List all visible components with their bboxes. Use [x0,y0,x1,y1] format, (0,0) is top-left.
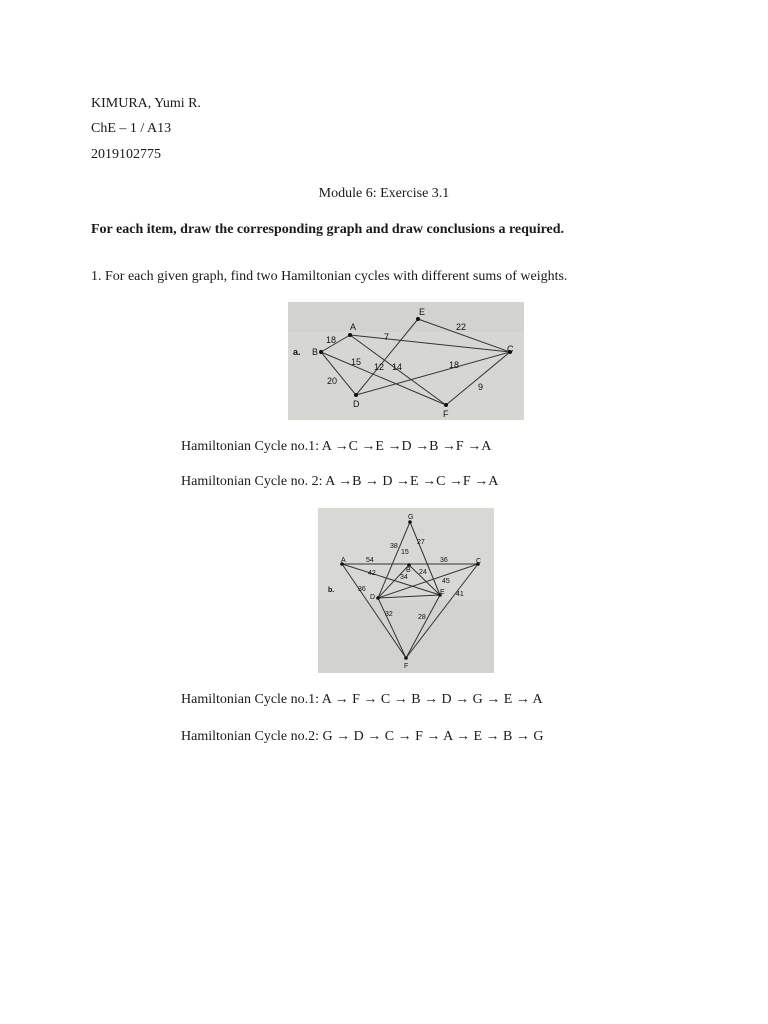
edge-weight: 36 [358,586,366,593]
edge-weight: 14 [392,362,403,372]
vertex-e-label: E [440,589,445,596]
edge-weight: 24 [419,569,427,576]
vertex-a-label: A [350,322,357,332]
edge-weight: 15 [351,357,362,367]
edge-weight: 15 [401,549,409,556]
vertex-c-label: C [507,344,514,354]
graph-b-cycle-2: Hamiltonian Cycle no.2: G → D → C → F → A → E → B → G [181,729,544,744]
vertex-b-label: B [312,347,319,357]
vertex-d-label: D [353,399,360,409]
vertex-f-label: F [404,663,409,670]
graph-a-cycle-2: Hamiltonian Cycle no. 2: A →B → D →E →C →F →A [181,474,499,489]
graph-b-diagram [318,508,494,673]
edge-weight: 32 [385,611,393,618]
edge-weight: 9 [478,382,484,392]
graph-b-cycle-1: Hamiltonian Cycle no.1: A → F → C → B → D → G → E → A [181,692,543,707]
edge-weight: 20 [327,376,338,386]
edge-weight: 7 [384,332,390,342]
vertex-d-label: D [370,594,376,601]
edge-weight: 36 [440,557,448,564]
vertex-b-label: B [406,567,411,574]
edge-weight: 54 [366,557,374,564]
instruction-text: For each item, draw the corresponding graph and draw conclusions a required. [91,222,565,237]
graph-b-item-label: b. [328,587,335,594]
edge-weight: 45 [442,578,450,585]
graph-a-photo [288,302,524,420]
edge-weight: 12 [374,362,385,372]
edge-weight: 42 [368,570,376,577]
edge-weight: 41 [456,591,464,598]
course-section: ChE – 1 / A13 [91,121,172,136]
page-title: Module 6: Exercise 3.1 [318,186,450,201]
graph-a-item-label: a. [293,347,301,357]
edge-weight: 28 [418,614,426,621]
edge-weight: 18 [326,335,337,345]
student-number: 2019102775 [91,147,161,162]
edge-weight: 38 [390,543,398,550]
edge-weight: 34 [400,574,408,581]
vertex-c-label: C [476,558,482,565]
vertex-f-label: F [443,409,449,419]
vertex-a-label: A [341,557,346,564]
vertex-e-label: E [419,307,426,317]
graph-a-cycle-1: Hamiltonian Cycle no.1: A →C →E →D →B →F →A [181,439,492,454]
edge-weight: 18 [449,360,460,370]
edge-weight: 22 [456,322,467,332]
graph-a-diagram [288,302,524,420]
student-name: KIMURA, Yumi R. [91,96,201,111]
graph-b-photo [318,508,494,673]
edge-weight: 27 [417,539,425,546]
question-text: 1. For each given graph, find two Hamiltonian cycles with different sums of weights. [91,269,568,284]
vertex-g-label: G [408,514,414,521]
